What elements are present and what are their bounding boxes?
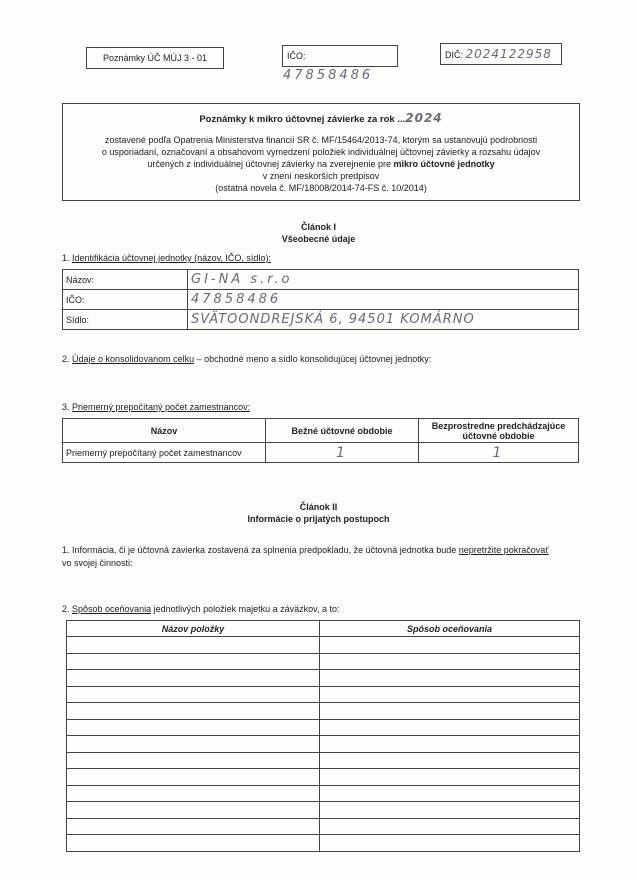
column-header: Bežné účtovné obdobie	[266, 419, 419, 443]
table-row	[67, 818, 580, 835]
dic-box	[440, 43, 562, 65]
empty-cell	[67, 670, 320, 687]
table-row	[67, 752, 580, 769]
column-header: Bezprostredne predchádzajúce účtovné obdobie	[419, 419, 579, 443]
empty-cell	[320, 653, 580, 670]
year: 2024	[405, 111, 443, 125]
column-header: Spôsob oceňovania	[320, 621, 580, 637]
article1-heading: Článok I Všeobecné údaje	[281, 222, 356, 244]
intro-line: v znení neskorších predpisov	[262, 171, 380, 181]
section5-label: 2. Spôsob oceňovania jednotlivých položiek majetku a záväzkov, a to:	[62, 604, 340, 614]
table-row	[67, 769, 580, 786]
empty-cell	[320, 835, 580, 852]
section2-label: 2. Údaje o konsolidovanom celku – obchodné meno a sídlo konsolidujúcej účtovnej jednotky:	[62, 354, 432, 364]
row-label: Sídlo:	[63, 310, 188, 330]
empty-cell	[67, 719, 320, 736]
column-header: Názov položky	[67, 621, 320, 637]
current-value: 1	[266, 443, 419, 463]
intro-line: zostavené podľa Opatrenia Ministerstva financií SR č. MF/15464/2013-74, ktorým sa ustanovujú podrobnosti	[104, 135, 538, 145]
empty-cell	[67, 686, 320, 703]
employees-table	[62, 418, 579, 463]
empty-cell	[67, 835, 320, 852]
intro-line: určených z individuálnej účtovnej závierky na zverejnenie pre mikro účtovné jednotky	[147, 159, 495, 169]
table-row	[67, 653, 580, 670]
title: Poznámky k mikro účtovnej závierke za rok ...2024	[199, 111, 443, 125]
dic-label: DIČ:	[445, 50, 463, 60]
article2-heading: Článok II Informácie o prijatých postupoch	[247, 502, 390, 524]
empty-cell	[320, 818, 580, 835]
empty-cell	[67, 752, 320, 769]
column-header: Názov	[63, 419, 266, 443]
section3-label: 3. Priemerný prepočítaný počet zamestnancov:	[62, 402, 251, 412]
table-row	[67, 835, 580, 852]
table-row	[67, 785, 580, 802]
empty-cell	[67, 818, 320, 835]
empty-cell	[67, 802, 320, 819]
empty-cell	[67, 769, 320, 786]
intro-line: (ostatná novela č. MF/18008/2014-74-FS č. 10/2014)	[215, 183, 427, 193]
empty-cell	[320, 785, 580, 802]
name-value: GI-NA s.r.o	[188, 270, 579, 290]
table-row	[67, 719, 580, 736]
table-row	[67, 736, 580, 753]
empty-cell	[320, 637, 580, 654]
empty-cell	[320, 703, 580, 720]
section1-label: 1. Identifikácia účtovnej jednotky (názov, IČO, sídlo):	[62, 253, 271, 263]
empty-cell	[320, 752, 580, 769]
ico-box	[282, 45, 398, 83]
ico-label: IČO:	[287, 51, 306, 61]
title-box	[62, 103, 580, 201]
empty-cell	[320, 686, 580, 703]
empty-cell	[67, 785, 320, 802]
dic-value: 2024122958	[465, 47, 552, 61]
empty-cell	[67, 736, 320, 753]
empty-cell	[67, 653, 320, 670]
form-code-box	[86, 47, 224, 69]
empty-cell	[67, 637, 320, 654]
row-label: IČO:	[63, 290, 188, 310]
previous-value: 1	[419, 443, 579, 463]
valuation-table	[66, 620, 580, 852]
table-row	[67, 686, 580, 703]
table-row	[67, 703, 580, 720]
empty-cell	[320, 670, 580, 687]
table-row	[67, 670, 580, 687]
address-value: SVÄTOONDREJSKÁ 6, 94501 KOMÁRNO	[188, 310, 579, 330]
section4-text: 1. Informácia, či je účtovná závierka zostavená za splnenia predpokladu, že účtovná jednotka bude nepretržite pokračovať vo svojej činnosti:	[62, 545, 549, 568]
empty-cell	[320, 802, 580, 819]
ico-value: 47858486	[283, 68, 374, 83]
row-label: Priemerný prepočítaný počet zamestnancov	[63, 443, 266, 463]
row-label: Názov:	[63, 270, 188, 290]
table-row	[67, 637, 580, 654]
intro-line: o usporiadaní, označovaní a obsahovom vymedzení položiek individuálnej účtovnej závierky a rozsahu údajov	[101, 147, 541, 157]
empty-cell	[67, 703, 320, 720]
empty-cell	[320, 769, 580, 786]
empty-cell	[320, 719, 580, 736]
table-row	[67, 802, 580, 819]
form-code: Poznámky ÚČ MÚJ 3 - 01	[102, 53, 208, 63]
identification-table	[62, 269, 579, 330]
empty-cell	[320, 736, 580, 753]
ico-value: 47858486	[188, 290, 579, 310]
